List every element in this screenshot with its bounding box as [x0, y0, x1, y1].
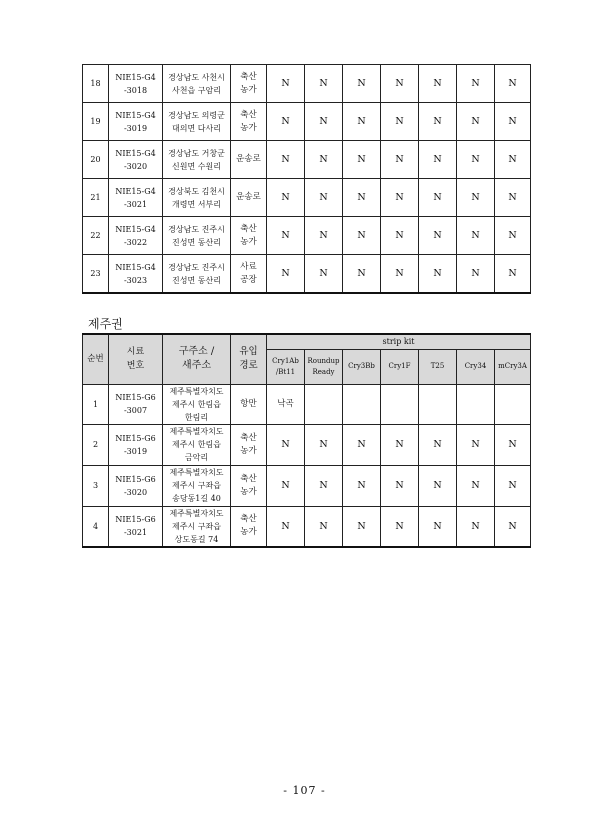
kit-result: N: [495, 465, 531, 506]
kit-result: N: [419, 255, 457, 294]
kit-result: [305, 384, 343, 424]
kit-result: N: [343, 217, 381, 255]
kit-result: N: [419, 179, 457, 217]
inflow-route: 축산 농가: [231, 424, 267, 465]
table-row: [83, 141, 531, 179]
sample-code: NIE15-G6 -3020: [109, 465, 163, 506]
header-kit: Cry34: [457, 349, 495, 384]
kit-result: N: [267, 179, 305, 217]
inflow-route: 축산 농가: [231, 103, 267, 141]
sample-code: NIE15-G4 -3020: [109, 141, 163, 179]
sample-code: NIE15-G4 -3023: [109, 255, 163, 294]
sample-address: 제주특별자치도 제주시 한림읍 금악리: [163, 424, 231, 465]
header-kit: Cry3Bb: [343, 349, 381, 384]
kit-result: N: [267, 217, 305, 255]
kit-result: N: [343, 424, 381, 465]
kit-result: N: [343, 506, 381, 547]
table-row: [83, 506, 531, 547]
kit-result: N: [495, 179, 531, 217]
header-strip-kit: strip kit: [267, 334, 531, 349]
kit-result: N: [457, 424, 495, 465]
kit-result: N: [305, 255, 343, 294]
inflow-route: 축산 농가: [231, 217, 267, 255]
kit-result: N: [381, 424, 419, 465]
kit-result: N: [267, 103, 305, 141]
table-row: [83, 255, 531, 294]
table-row: [83, 179, 531, 217]
table-row: [83, 384, 531, 424]
row-number: 4: [83, 506, 109, 547]
sample-code: NIE15-G4 -3019: [109, 103, 163, 141]
sample-address: 제주특별자치도 제주시 한림읍 한림리: [163, 384, 231, 424]
kit-result: [457, 384, 495, 424]
kit-result: [495, 384, 531, 424]
kit-result: N: [343, 103, 381, 141]
jeju-results-table: [82, 333, 531, 548]
header-kit: T25: [419, 349, 457, 384]
row-number: 22: [83, 217, 109, 255]
header-inflow-route: 유입 경로: [231, 334, 267, 384]
table-row: [83, 424, 531, 465]
row-number: 2: [83, 424, 109, 465]
row-number: 18: [83, 65, 109, 103]
kit-result: N: [419, 103, 457, 141]
sample-address: 경상남도 진주시 진성면 동산리: [163, 217, 231, 255]
kit-result: N: [305, 141, 343, 179]
sample-address: 경상북도 김천시 개령면 서부리: [163, 179, 231, 217]
kit-result: N: [343, 179, 381, 217]
sample-address: 제주특별자치도 제주시 구좌읍 상도동길 74: [163, 506, 231, 547]
kit-result: N: [457, 141, 495, 179]
kit-result: N: [419, 506, 457, 547]
kit-result: N: [495, 424, 531, 465]
row-number: 1: [83, 384, 109, 424]
header-kit: Cry1F: [381, 349, 419, 384]
kit-result: N: [305, 217, 343, 255]
kit-result: N: [305, 424, 343, 465]
kit-result: [343, 384, 381, 424]
inflow-route: 축산 농가: [231, 506, 267, 547]
kit-result: N: [305, 179, 343, 217]
gyeongsang-results-table: [82, 64, 531, 294]
row-number: 21: [83, 179, 109, 217]
kit-result: N: [343, 465, 381, 506]
kit-result: N: [419, 424, 457, 465]
kit-result: [419, 384, 457, 424]
row-number: 3: [83, 465, 109, 506]
kit-result: N: [495, 141, 531, 179]
kit-result: N: [267, 141, 305, 179]
kit-result: N: [457, 103, 495, 141]
inflow-route: 사료 공장: [231, 255, 267, 294]
kit-result: N: [457, 217, 495, 255]
sample-address: 경상남도 진주시 진성면 동산리: [163, 255, 231, 294]
sample-code: NIE15-G4 -3022: [109, 217, 163, 255]
row-number: 19: [83, 103, 109, 141]
table-row: [83, 103, 531, 141]
row-number: 23: [83, 255, 109, 294]
sample-code: NIE15-G6 -3021: [109, 506, 163, 547]
kit-result: N: [305, 103, 343, 141]
kit-result: N: [305, 65, 343, 103]
kit-result: [381, 384, 419, 424]
kit-result: N: [305, 465, 343, 506]
kit-result: N: [381, 103, 419, 141]
sample-address: 경상남도 의령군 대의면 다사리: [163, 103, 231, 141]
inflow-route: 운송로: [231, 179, 267, 217]
kit-result: N: [381, 506, 419, 547]
kit-result: N: [419, 217, 457, 255]
inflow-route: 축산 농가: [231, 465, 267, 506]
header-no: 순번: [83, 334, 109, 384]
table-row: [83, 217, 531, 255]
kit-result: 낙곡: [267, 384, 305, 424]
header-kit: Roundup Ready: [305, 349, 343, 384]
kit-result: N: [457, 506, 495, 547]
kit-result: N: [381, 255, 419, 294]
sample-address: 경상남도 거창군 신원면 수원리: [163, 141, 231, 179]
kit-result: N: [419, 65, 457, 103]
kit-result: N: [495, 65, 531, 103]
kit-result: N: [267, 65, 305, 103]
kit-result: N: [457, 255, 495, 294]
kit-result: N: [343, 141, 381, 179]
table-row: [83, 65, 531, 103]
header-address: 구주소 / 새주소: [163, 334, 231, 384]
kit-result: N: [305, 506, 343, 547]
kit-result: N: [343, 65, 381, 103]
kit-result: N: [419, 141, 457, 179]
kit-result: N: [267, 465, 305, 506]
sample-code: NIE15-G6 -3007: [109, 384, 163, 424]
kit-result: N: [381, 65, 419, 103]
kit-result: N: [495, 103, 531, 141]
table-row: [83, 465, 531, 506]
kit-result: N: [381, 217, 419, 255]
kit-result: N: [267, 424, 305, 465]
kit-result: N: [267, 506, 305, 547]
header-sample-code: 시료 번호: [109, 334, 163, 384]
sample-code: NIE15-G4 -3021: [109, 179, 163, 217]
sample-code: NIE15-G4 -3018: [109, 65, 163, 103]
kit-result: N: [381, 179, 419, 217]
kit-result: N: [457, 465, 495, 506]
row-number: 20: [83, 141, 109, 179]
kit-result: N: [495, 255, 531, 294]
kit-result: N: [381, 465, 419, 506]
kit-result: N: [343, 255, 381, 294]
inflow-route: 운송로: [231, 141, 267, 179]
section-title-jeju: 제주권: [88, 317, 123, 331]
sample-code: NIE15-G6 -3019: [109, 424, 163, 465]
kit-result: N: [495, 506, 531, 547]
kit-result: N: [457, 179, 495, 217]
kit-result: N: [267, 255, 305, 294]
kit-result: N: [457, 65, 495, 103]
inflow-route: 항만: [231, 384, 267, 424]
kit-result: N: [495, 217, 531, 255]
kit-result: N: [419, 465, 457, 506]
inflow-route: 축산 농가: [231, 65, 267, 103]
header-kit: mCry3A: [495, 349, 531, 384]
kit-result: N: [381, 141, 419, 179]
page-number: - 107 -: [283, 784, 326, 797]
header-kit: Cry1Ab /Bt11: [267, 349, 305, 384]
sample-address: 경상남도 사천시 사천읍 구암리: [163, 65, 231, 103]
sample-address: 제주특별자치도 제주시 구좌읍 송당동1길 40: [163, 465, 231, 506]
